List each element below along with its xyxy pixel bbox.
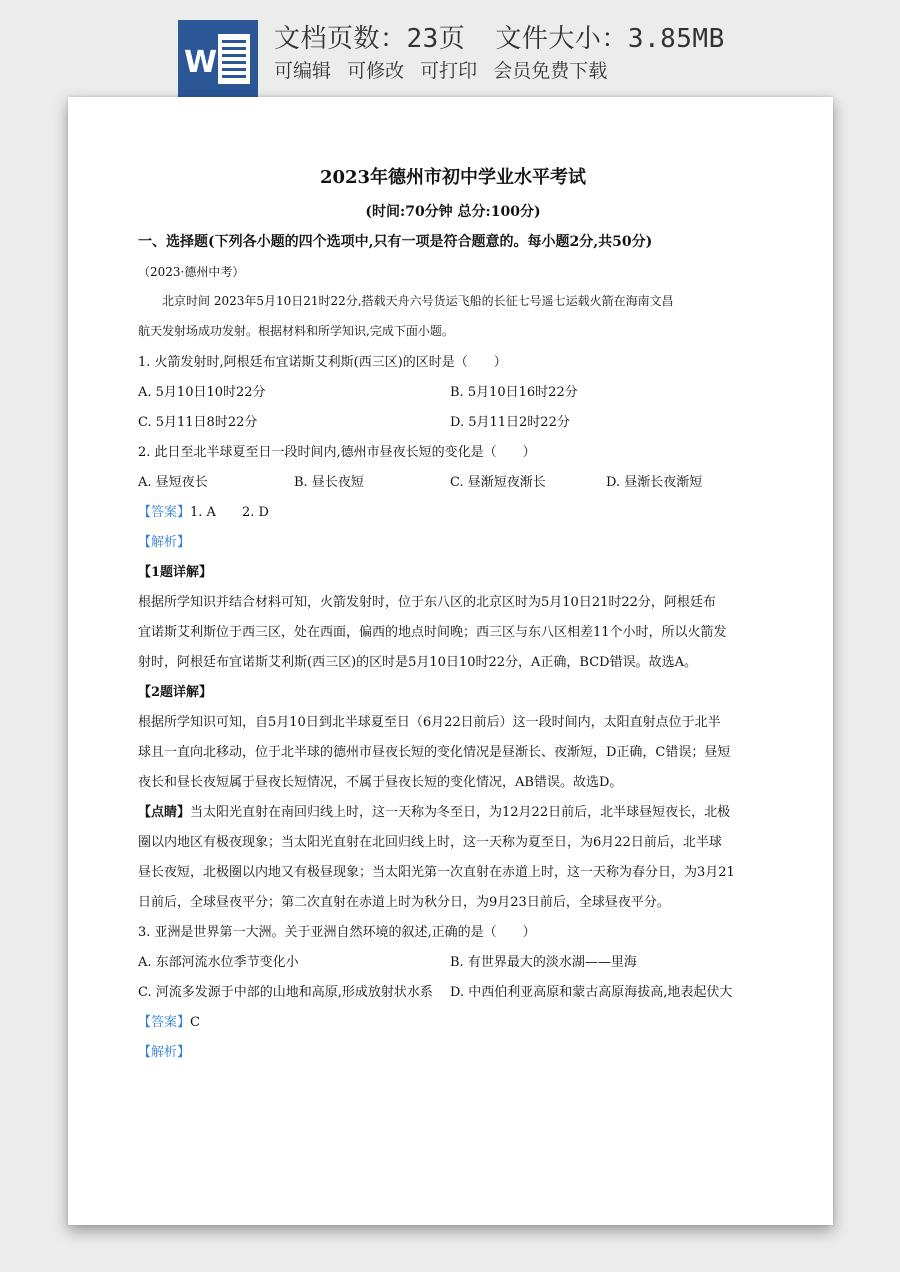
detail-2-text: 夜长和昼长夜短属于昼夜长短情况，不属于昼夜长短的变化情况，AB错误。故选D。 <box>138 775 623 790</box>
option-1b: B. 5月10日16时22分 <box>450 385 578 400</box>
option-1c: C. 5月11日8时22分 <box>138 415 258 430</box>
answer-tag: 【答案】 <box>138 505 191 520</box>
key-point-tag: 【点睛】 <box>138 805 191 820</box>
detail-1-text: 射时，阿根廷布宜诺斯艾利斯(西三区)的区时是5月10日10时22分，A正确，BCD错误。故选A。 <box>138 655 697 670</box>
option-3d: D. 中西伯利亚高原和蒙古高原海拔高,地表起伏大 <box>450 985 733 1000</box>
detail-1-text: 根据所学知识并结合材料可知，火箭发射时，位于东八区的北京区时为5月10日21时22分，阿根廷布 <box>138 595 716 610</box>
key-point-row <box>138 801 730 820</box>
file-meta <box>274 18 725 55</box>
analysis-tag: 【解析】 <box>138 1045 191 1060</box>
answer-tag: 【答案】 <box>138 1015 191 1030</box>
answer-text: 1. A 2. D <box>190 505 269 520</box>
answer-row <box>138 1011 200 1030</box>
option-1a: A. 5月10日10时22分 <box>138 385 266 400</box>
feature-printable: 可打印 <box>420 60 478 82</box>
exam-subtitle: (时间:70分钟 总分:100分) <box>365 204 541 220</box>
option-3a: A. 东部河流水位季节变化小 <box>138 955 299 970</box>
feature-member-download: 会员免费下载 <box>493 60 608 82</box>
detail-2-text: 根据所学知识可知，自5月10日到北半球夏至日（6月22日前后）这一段时间内，太阳直射点位于北半 <box>138 715 721 730</box>
intro-text: 北京时间 2023年5月10日21时22分,搭载天舟六号货运飞船的长征七号遥七运载火箭在海南文昌 <box>162 294 674 308</box>
svg-text:W: W <box>184 45 218 80</box>
key-point-text: 昼长夜短，北极圈以内地又有极昼现象；当太阳光第一次直射在赤道上时，这一天称为春分日，为3月21 <box>138 865 735 880</box>
exam-title: 2023年德州市初中学业水平考试 <box>319 167 587 188</box>
file-size: 文件大小：3.85MB <box>495 24 725 54</box>
document-page <box>68 97 833 1225</box>
question-1: 1. 火箭发射时,阿根廷布宜诺斯艾利斯(西三区)的区时是（ ） <box>138 355 507 370</box>
question-3: 3. 亚洲是世界第一大洲。关于亚洲自然环境的叙述,正确的是（ ） <box>138 925 536 940</box>
page-count: 文档页数：23页 <box>274 24 466 54</box>
option-2d: D. 昼渐长夜渐短 <box>606 475 703 490</box>
detail-1-text: 宜诺斯艾利斯位于西三区，处在西面，偏西的地点时间晚；西三区与东八区相差11个小时，所以火箭发 <box>138 625 727 640</box>
source-note: （2023·德州中考） <box>138 265 245 279</box>
detail-2-text: 球且一直向北移动，位于北半球的德州市昼夜长短的变化情况是昼渐长、夜渐短，D正确，C错误；昼短 <box>138 745 731 760</box>
option-1d: D. 5月11日2时22分 <box>450 415 570 430</box>
option-2c: C. 昼渐短夜渐长 <box>450 475 546 490</box>
feature-modifiable: 可修改 <box>347 60 405 82</box>
intro-text: 航天发射场成功发射。根据材料和所学知识,完成下面小题。 <box>138 324 454 338</box>
key-point-text: 当太阳光直射在南回归线上时，这一天称为冬至日，为12月22日前后，北半球昼短夜长，北极 <box>190 805 731 820</box>
analysis-tag: 【解析】 <box>138 535 191 550</box>
question-2: 2. 此日至北半球夏至日一段时间内,德州市昼夜长短的变化是（ ） <box>138 445 536 460</box>
feature-editable: 可编辑 <box>274 60 332 82</box>
option-3b: B. 有世界最大的淡水湖——里海 <box>450 955 637 970</box>
answer-row <box>138 501 269 520</box>
option-3c: C. 河流多发源于中部的山地和高原,形成放射状水系 <box>138 985 433 1000</box>
section-heading: 一、选择题(下列各小题的四个选项中,只有一项是符合题意的。每小题2分,共50分) <box>138 234 653 250</box>
detail-2-heading: 【2题详解】 <box>138 685 213 700</box>
word-document-icon <box>178 20 258 98</box>
key-point-text: 圈以内地区有极夜现象；当太阳光直射在北回归线上时，这一天称为夏至日，为6月22日前后，北半球 <box>138 835 722 850</box>
option-2b: B. 昼长夜短 <box>294 475 364 490</box>
document-info-banner <box>0 0 900 100</box>
key-point-text: 日前后，全球昼夜平分；第二次直射在赤道上时为秋分日，为9月23日前后，全球昼夜平分。 <box>138 895 670 910</box>
detail-1-heading: 【1题详解】 <box>138 565 213 580</box>
answer-text: C <box>190 1015 200 1030</box>
feature-list <box>274 56 617 83</box>
option-2a: A. 昼短夜长 <box>138 475 208 490</box>
